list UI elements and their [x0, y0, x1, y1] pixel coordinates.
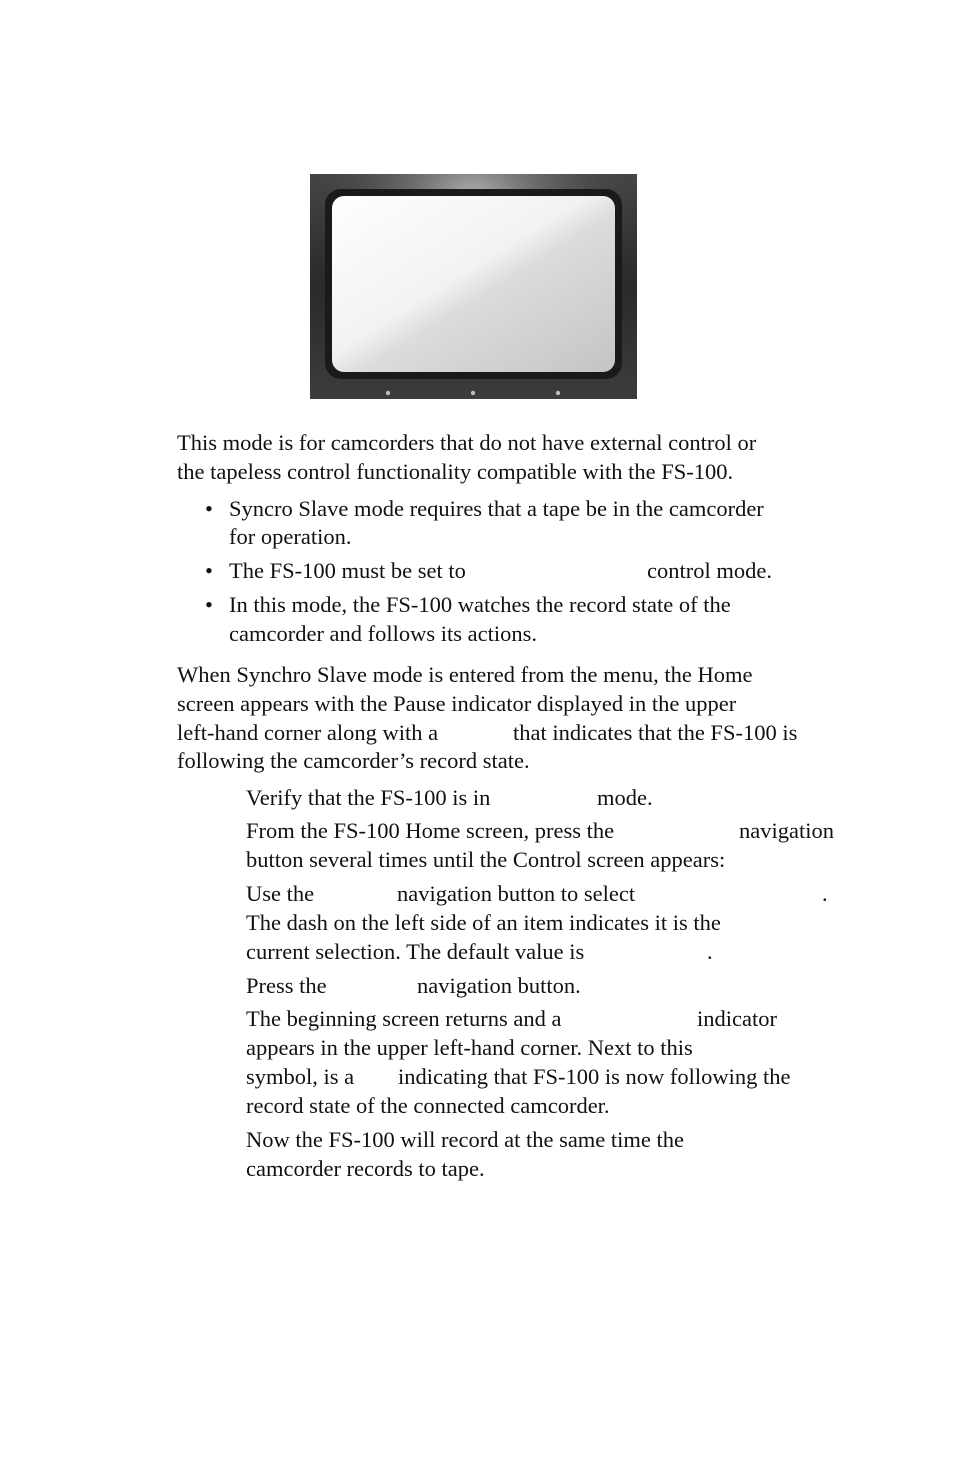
step-line: Press the — [246, 973, 327, 998]
step-line: indicator — [697, 1006, 777, 1031]
step-line: From the FS-100 Home screen, press the — [246, 818, 615, 843]
step-line: record state of the connected camcorder. — [246, 1093, 610, 1118]
step-line: The dash on the left side of an item indicates it is the — [246, 910, 721, 935]
bullet-line: control mode. — [647, 558, 772, 583]
step-line: camcorder records to tape. — [246, 1156, 485, 1181]
step-line: indicating that FS-100 is now following the — [398, 1064, 791, 1089]
step-line: button several times until the Control screen appears: — [246, 847, 726, 872]
step-line: current selection. The default value is — [246, 939, 585, 964]
bullet-line: Syncro Slave mode requires that a tape be in the camcorder — [229, 496, 764, 521]
step-line: Verify that the FS-100 is in — [246, 785, 491, 810]
bullet-line: camcorder and follows its actions. — [229, 621, 538, 646]
description-line: following the camcorder’s record state. — [177, 748, 530, 773]
lcd-indicator-dot — [471, 391, 475, 395]
step-line: . — [822, 881, 828, 906]
description-line: When Synchro Slave mode is entered from the menu, the Home — [177, 662, 753, 687]
intro-line: This mode is for camcorders that do not have external control or — [177, 430, 757, 455]
step-line: The beginning screen returns and a — [246, 1006, 562, 1031]
step-line: symbol, is a — [246, 1064, 355, 1089]
step-line: navigation button to select — [397, 881, 636, 906]
step-line: navigation — [739, 818, 834, 843]
step-line: Now the FS-100 will record at the same time the — [246, 1127, 685, 1152]
lcd-screen-figure — [310, 174, 637, 399]
step-line: navigation button. — [417, 973, 581, 998]
bullet-marker: • — [205, 558, 213, 583]
bullet-line: for operation. — [229, 524, 352, 549]
step-line: appears in the upper left-hand corner. Next to this — [246, 1035, 693, 1060]
bullet-marker: • — [205, 592, 213, 617]
bullet-marker: • — [205, 496, 213, 521]
step-line: mode. — [597, 785, 653, 810]
step-line: Use the — [246, 881, 315, 906]
lcd-screen-illustration — [310, 174, 637, 399]
description-line: left-hand corner along with a — [177, 720, 439, 745]
bullet-line: The FS-100 must be set to — [229, 558, 466, 583]
bullet-line: In this mode, the FS-100 watches the record state of the — [229, 592, 731, 617]
description-line: that indicates that the FS-100 is — [513, 720, 798, 745]
step-line: . — [707, 939, 713, 964]
lcd-indicator-dot — [386, 391, 390, 395]
description-line: screen appears with the Pause indicator displayed in the upper — [177, 691, 737, 716]
intro-line: the tapeless control functionality compatible with the FS-100. — [177, 459, 734, 484]
lcd-indicator-dot — [556, 391, 560, 395]
